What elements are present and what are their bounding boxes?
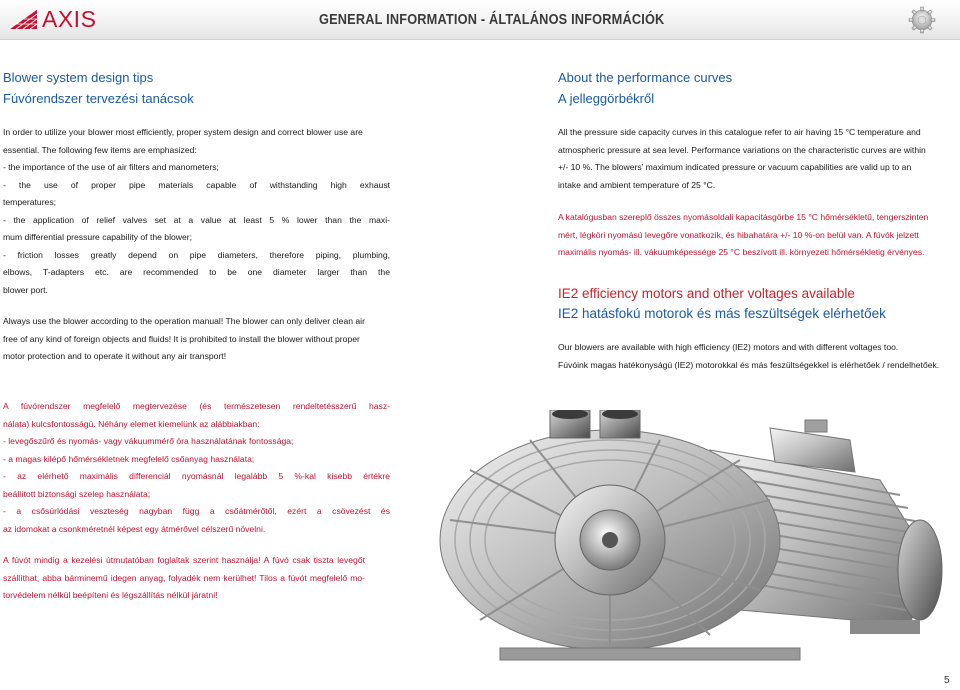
ie2-heading-hu: IE2 hatásfokú motorok és más feszültségek elérhetőek <box>558 306 886 321</box>
text-line: - a csősúrlódási veszteség nagyban függ a csőátmérőtől, ezért a csövezést és <box>3 506 390 516</box>
text-line: essential. The following few items are emphasized: <box>3 144 197 155</box>
text-line: - the importance of the use of air filters and manometers; <box>3 162 219 172</box>
text-line: temperatures; <box>3 197 57 207</box>
heading-hu: Fúvórendszer tervezési tanácsok <box>3 91 194 106</box>
text-line: atmospheric pressure at sea level. Performance variations on the characteristic curves are within <box>558 144 926 155</box>
text-line: All the pressure side capacity curves in this catalogue refer to air having 15 °C temperature and <box>558 127 921 137</box>
heading-en: Blower system design tips <box>3 70 154 85</box>
text-line: - az elérhető maximális differenciál nyomásnál legalább 5 %-kal kisebb értékre <box>3 471 390 481</box>
page-header <box>0 0 960 40</box>
text-line: motor protection and to operate it without any air transport! <box>3 351 227 361</box>
text-line: nálata) kulcsfontosságú. Néhány elemet kiemelünk az alábbiakban: <box>3 418 260 429</box>
page-title: GENERAL INFORMATION - ÁLTALÁNOS INFORMÁCIÓK <box>319 12 665 28</box>
text-line: free of any kind of foreign objects and fluids! It is prohibited to install the blower without proper <box>3 333 360 344</box>
text-line: beállított biztonsági szelep használata; <box>3 488 151 499</box>
text-line: - a magas kilépő hőmérsékletnek megfelelő csőanyag használata; <box>3 453 255 464</box>
text-line: Always use the blower according to the operation manual! The blower can only deliver clean air <box>3 316 365 326</box>
text-line: - the application of relief valves set at a value at least 5 % lower than the maxi- <box>3 214 390 225</box>
text-line: A katalógusban szereplő összes nyomásoldali kapacitásgörbe 15 °C hőmérsékletű, tengerszinten <box>558 212 929 222</box>
text-line: mért, légköri nyomású levegőre vonatkozik, és hibahatára +/- 10 %-on belül van. A fúvók jelzett <box>558 229 919 240</box>
blower-warning-hu <box>3 552 365 605</box>
text-line: blower port. <box>3 284 48 295</box>
performance-curves-heading <box>558 67 808 109</box>
axis-logo-icon <box>8 8 38 30</box>
text-line: maximális nyomás- ill. vákuumképessége 25 °C beszívott ill. környezeti hőmérsékletig érvényes. <box>558 247 925 257</box>
text-line: - the use of proper pipe materials capable of withstanding high exhaust <box>3 179 390 190</box>
blower-design-text-en <box>3 124 390 299</box>
blower-base <box>500 648 800 660</box>
heading-hu: A jelleggörbékről <box>558 91 655 106</box>
logo <box>8 5 96 33</box>
gear-icon <box>908 6 936 34</box>
performance-curves-text-hu <box>558 209 948 262</box>
text-line: intake and ambient temperature of 25 °C. <box>558 179 716 190</box>
page-number: 5 <box>944 675 950 686</box>
ie2-text-en: Our blowers are available with high efficiency (IE2) motors and with different voltages too. <box>558 342 899 352</box>
blower-photo <box>410 410 960 675</box>
blower-housing <box>440 430 780 650</box>
ie2-heading-en: IE2 efficiency motors and other voltages available <box>558 286 855 301</box>
text-line: - friction losses greatly depend on pipe diameters, therefore piping, plumbing, <box>3 249 390 260</box>
ie2-text <box>558 339 958 374</box>
text-line: +/- 10 %. The blowers’ maximum indicated pressure or vacuum capabilities are valid up to an <box>558 162 912 172</box>
blower-design-text-hu <box>3 398 390 538</box>
text-line: torvédelem nélkül beépíteni és légszállítás nélkül járatni! <box>3 590 218 600</box>
text-line: A fúvórendszer megfelelő megtervezése (és természetesen rendeltetésszerű hasz- <box>3 401 390 411</box>
text-line: - levegőszűrő és nyomás- vagy vákuummérő óra használatának fontossága; <box>3 436 294 446</box>
text-line: az idomokat a csonkméretnél képest egy átmérővel célszerű növelni. <box>3 523 266 534</box>
ie2-heading <box>558 284 948 324</box>
text-line: szállíthat, abba bárminemű idegen anyag, folyadék nem kerülhet! Tilos a fúvót megfelelő mo- <box>3 572 365 583</box>
text-line: mum differential pressure capability of the blower; <box>3 232 192 242</box>
ie2-text-hu: Fúvóink magas hatékonyságú (IE2) motorokkal és más feszültségekkel is elérhetőek / rendelhetőek. <box>558 359 940 370</box>
performance-curves-text-en <box>558 124 946 194</box>
text-line: In order to utilize your blower most efficiently, proper system design and correct blower use are <box>3 127 363 137</box>
text-line: A fúvót mindig a kezelési útmutatóban foglaltak szerint használja! A fúvó csak tiszta levegőt <box>3 555 365 565</box>
blower-design-heading <box>3 67 253 109</box>
logo-text: AXIS <box>42 6 97 32</box>
text-line: elbows, T-adapters etc. are recommended to be one diameter larger than the <box>3 267 390 277</box>
heading-en: About the performance curves <box>558 70 733 85</box>
blower-warning-en <box>3 313 393 366</box>
